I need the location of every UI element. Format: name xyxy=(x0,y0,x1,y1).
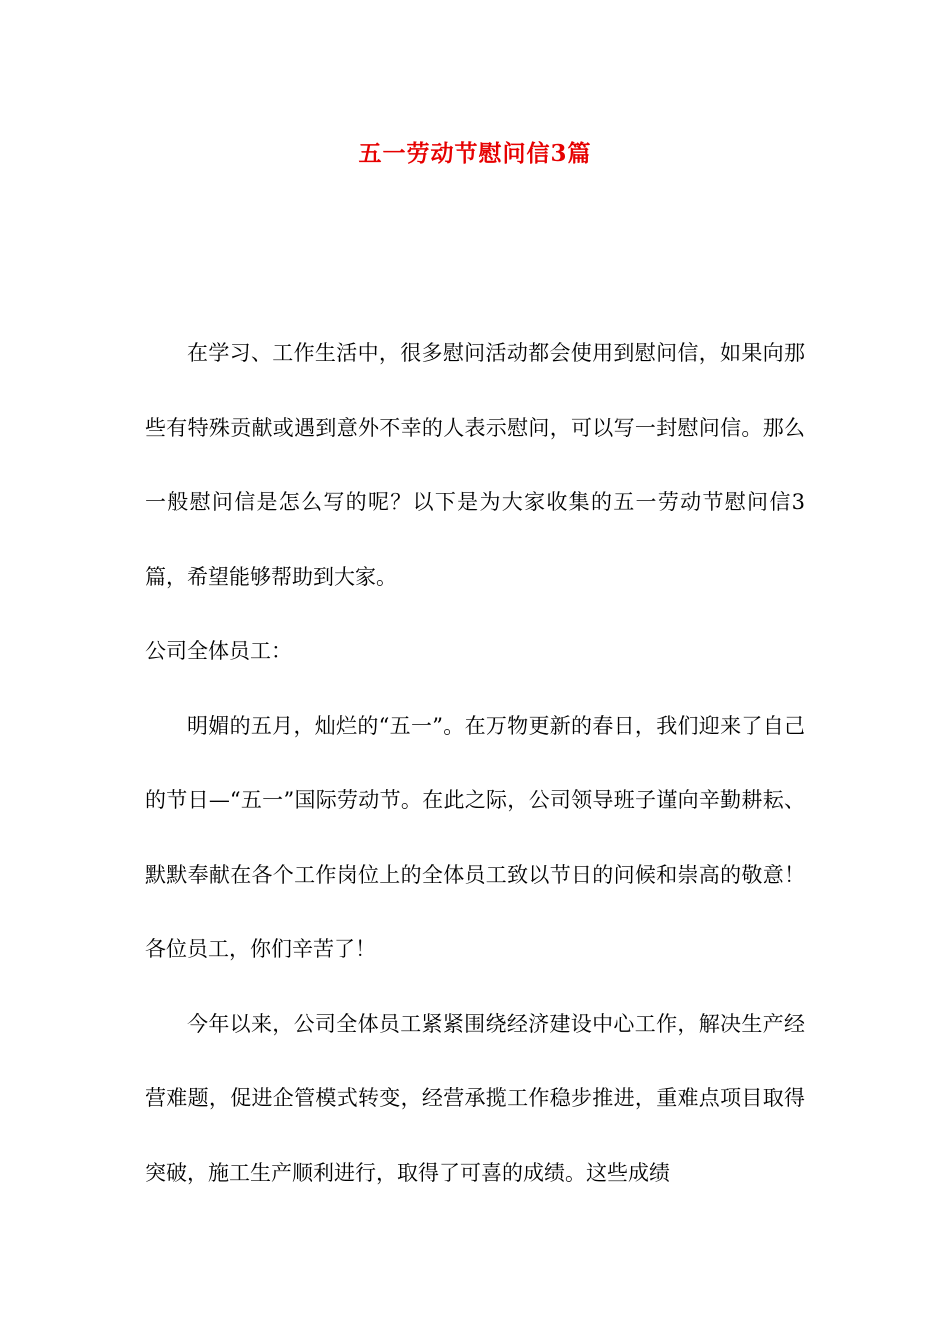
document-title: 五一劳动节慰问信3篇 xyxy=(358,140,592,167)
salutation: 公司全体员工： xyxy=(145,639,292,663)
document-body xyxy=(145,316,805,1210)
intro-paragraph: 在学习、工作生活中，很多慰问活动都会使用到慰问信，如果向那些有特殊贡献或遇到意外不幸的人表示慰问，可以写一封慰问信。那么一般慰问信是怎么写的呢？以下是为大家收集的五一劳动节慰问信3篇，希望能够帮助到大家。 xyxy=(145,341,805,589)
body-paragraph: 今年以来，公司全体员工紧紧围绕经济建设中心工作，解决生产经营难题，促进企管模式转变，经营承揽工作稳步推进，重难点项目取得突破，施工生产顺利进行，取得了可喜的成绩。这些成绩 xyxy=(145,1011,805,1185)
body-paragraph: 明媚的五月，灿烂的“五一”。在万物更新的春日，我们迎来了自己的节日—“五一”国际劳动节。在此之际，公司领导班子谨向辛勤耕耘、默默奉献在各个工作岗位上的全体员工致以节日的问候和崇高的敬意！各位员工，你们辛苦了！ xyxy=(145,713,805,961)
